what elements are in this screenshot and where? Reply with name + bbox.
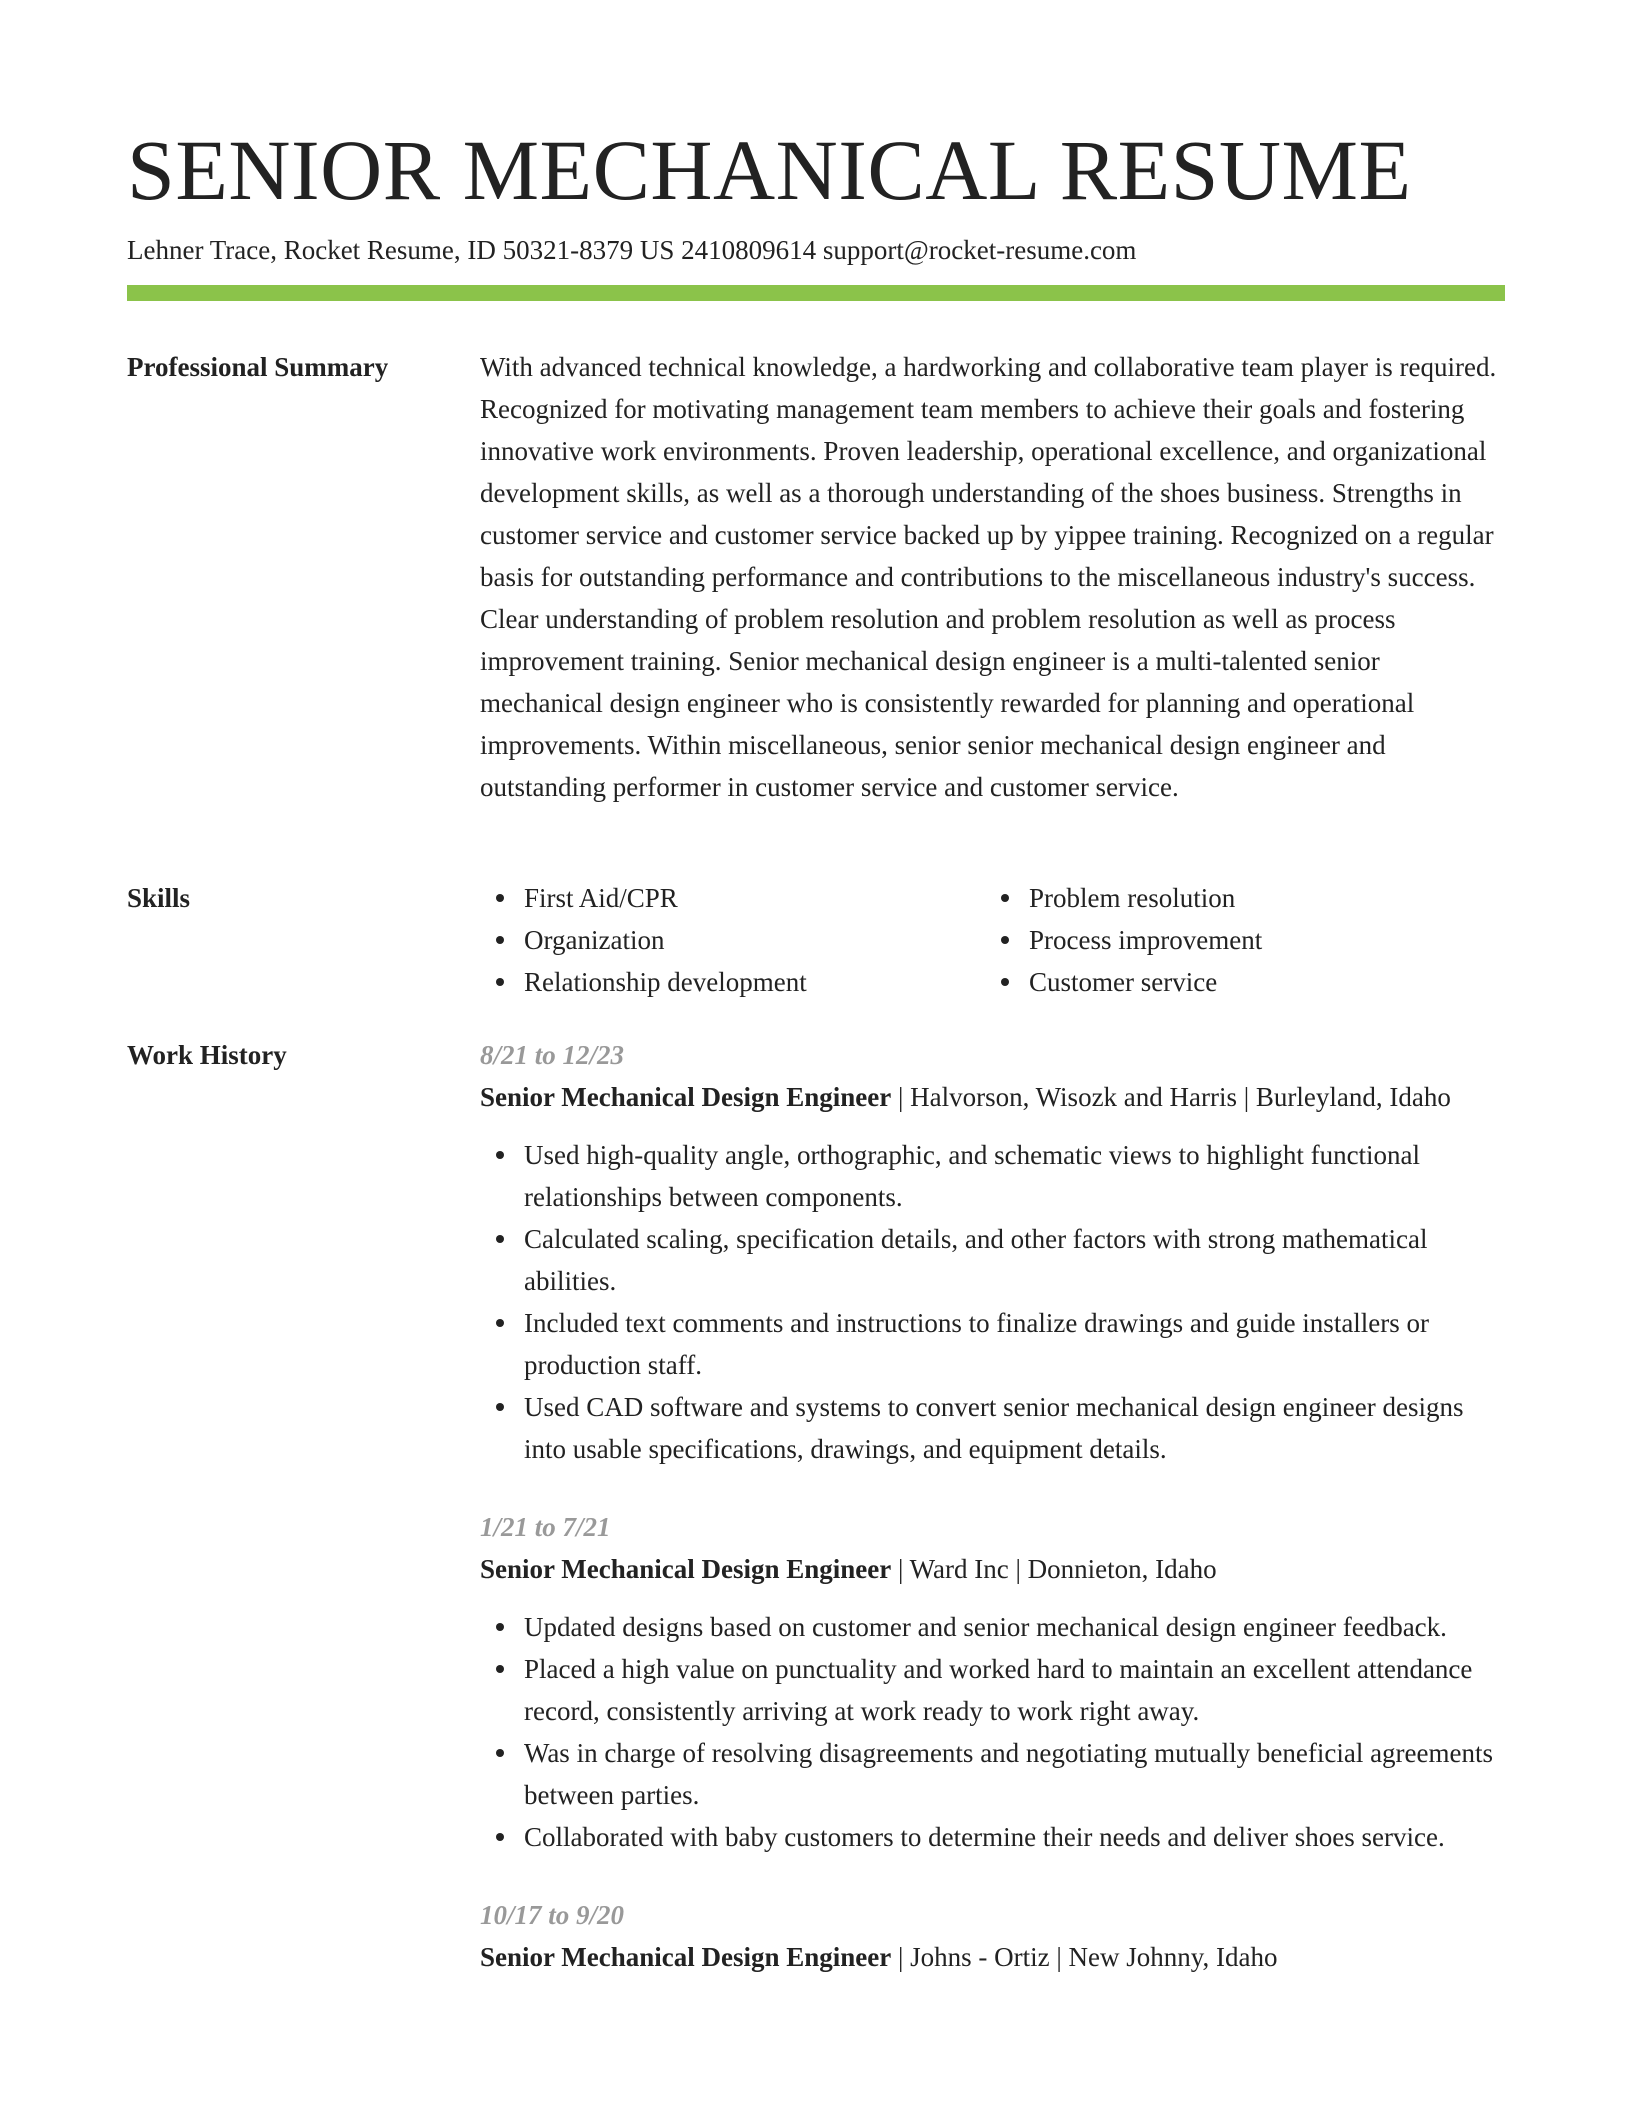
job-location: New Johnny, Idaho <box>1068 1942 1278 1972</box>
job-separator: | <box>1237 1082 1256 1112</box>
job-company: Johns - Ortiz <box>910 1942 1050 1972</box>
job-dates: 8/21 to 12/23 <box>480 1040 625 1070</box>
summary-body <box>480 346 1505 808</box>
skill-item: Customer service <box>985 961 1505 1003</box>
job-entry <box>480 1894 1505 1978</box>
job-separator: | <box>1008 1554 1028 1584</box>
summary-text: With advanced technical knowledge, a hardworking and collaborative team player is required. Recognized for motivating management team members to achieve their goals and fostering innovative work environments. Proven leadership, operational excellence, and organizational development skills, as well as a thorough understanding of the shoes business. Strengths in customer service and customer service backed up by yippee training. Recognized on a regular basis for outstanding performance and contributions to the miscellaneous industry's success. Clear understanding of problem resolution and problem resolution as well as process improvement training. Senior mechanical design engineer is a multi-talented senior mechanical design engineer who is consistently rewarded for planning and operational improvements. Within miscellaneous, senior senior mechanical design engineer and outstanding performer in customer service and customer service. <box>480 352 1497 802</box>
job-bullet: Collaborated with baby customers to determine their needs and deliver shoes service. <box>480 1816 1505 1858</box>
section-label-skills: Skills <box>127 883 191 913</box>
job-bullets <box>480 1606 1505 1858</box>
job-heading <box>480 1548 1505 1590</box>
skill-item: First Aid/CPR <box>480 877 985 919</box>
job-separator: | <box>891 1942 911 1972</box>
skills-list <box>480 877 1505 1003</box>
job-bullet: Updated designs based on customer and senior mechanical design engineer feedback. <box>480 1606 1505 1648</box>
skills-body <box>480 877 1505 1003</box>
section-label-work-history: Work History <box>127 1040 287 1070</box>
job-location: Donnieton, Idaho <box>1027 1554 1217 1584</box>
skill-item: Process improvement <box>985 919 1505 961</box>
job-title: Senior Mechanical Design Engineer <box>480 1082 892 1112</box>
job-separator: | <box>1049 1942 1069 1972</box>
resume-title: SENIOR MECHANICAL RESUME <box>127 122 1412 218</box>
header-divider <box>127 285 1505 301</box>
job-company: Ward Inc <box>909 1554 1009 1584</box>
job-heading <box>480 1076 1505 1118</box>
job-heading <box>480 1936 1505 1978</box>
job-title: Senior Mechanical Design Engineer <box>480 1554 892 1584</box>
job-bullet: Used CAD software and systems to convert senior mechanical design engineer designs into usable specifications, drawings, and equipment details. <box>480 1386 1505 1470</box>
job-separator: | <box>891 1554 910 1584</box>
job-bullet: Included text comments and instructions to finalize drawings and guide installers or production staff. <box>480 1302 1505 1386</box>
job-dates: 10/17 to 9/20 <box>480 1900 625 1930</box>
job-bullet: Calculated scaling, specification details, and other factors with strong mathematical abilities. <box>480 1218 1505 1302</box>
job-bullet: Placed a high value on punctuality and worked hard to maintain an excellent attendance record, consistently arriving at work ready to work right away. <box>480 1648 1505 1732</box>
job-bullet: Was in charge of resolving disagreements and negotiating mutually beneficial agreements between parties. <box>480 1732 1505 1816</box>
job-separator: | <box>891 1082 911 1112</box>
section-label-summary: Professional Summary <box>127 352 389 382</box>
skill-item: Organization <box>480 919 985 961</box>
job-location: Burleyland, Idaho <box>1255 1082 1451 1112</box>
job-bullet: Used high-quality angle, orthographic, and schematic views to highlight functional relationships between components. <box>480 1134 1505 1218</box>
job-entry <box>480 1034 1505 1470</box>
job-company: Halvorson, Wisozk and Harris <box>910 1082 1238 1112</box>
work-history-body <box>480 1034 1505 1996</box>
contact-line: Lehner Trace, Rocket Resume, ID 50321-8379 US 2410809614 support@rocket-resume.com <box>127 235 1137 265</box>
job-dates: 1/21 to 7/21 <box>480 1512 611 1542</box>
job-bullets <box>480 1134 1505 1470</box>
skill-item: Relationship development <box>480 961 985 1003</box>
job-title: Senior Mechanical Design Engineer <box>480 1942 892 1972</box>
job-entry <box>480 1506 1505 1858</box>
skill-item: Problem resolution <box>985 877 1505 919</box>
